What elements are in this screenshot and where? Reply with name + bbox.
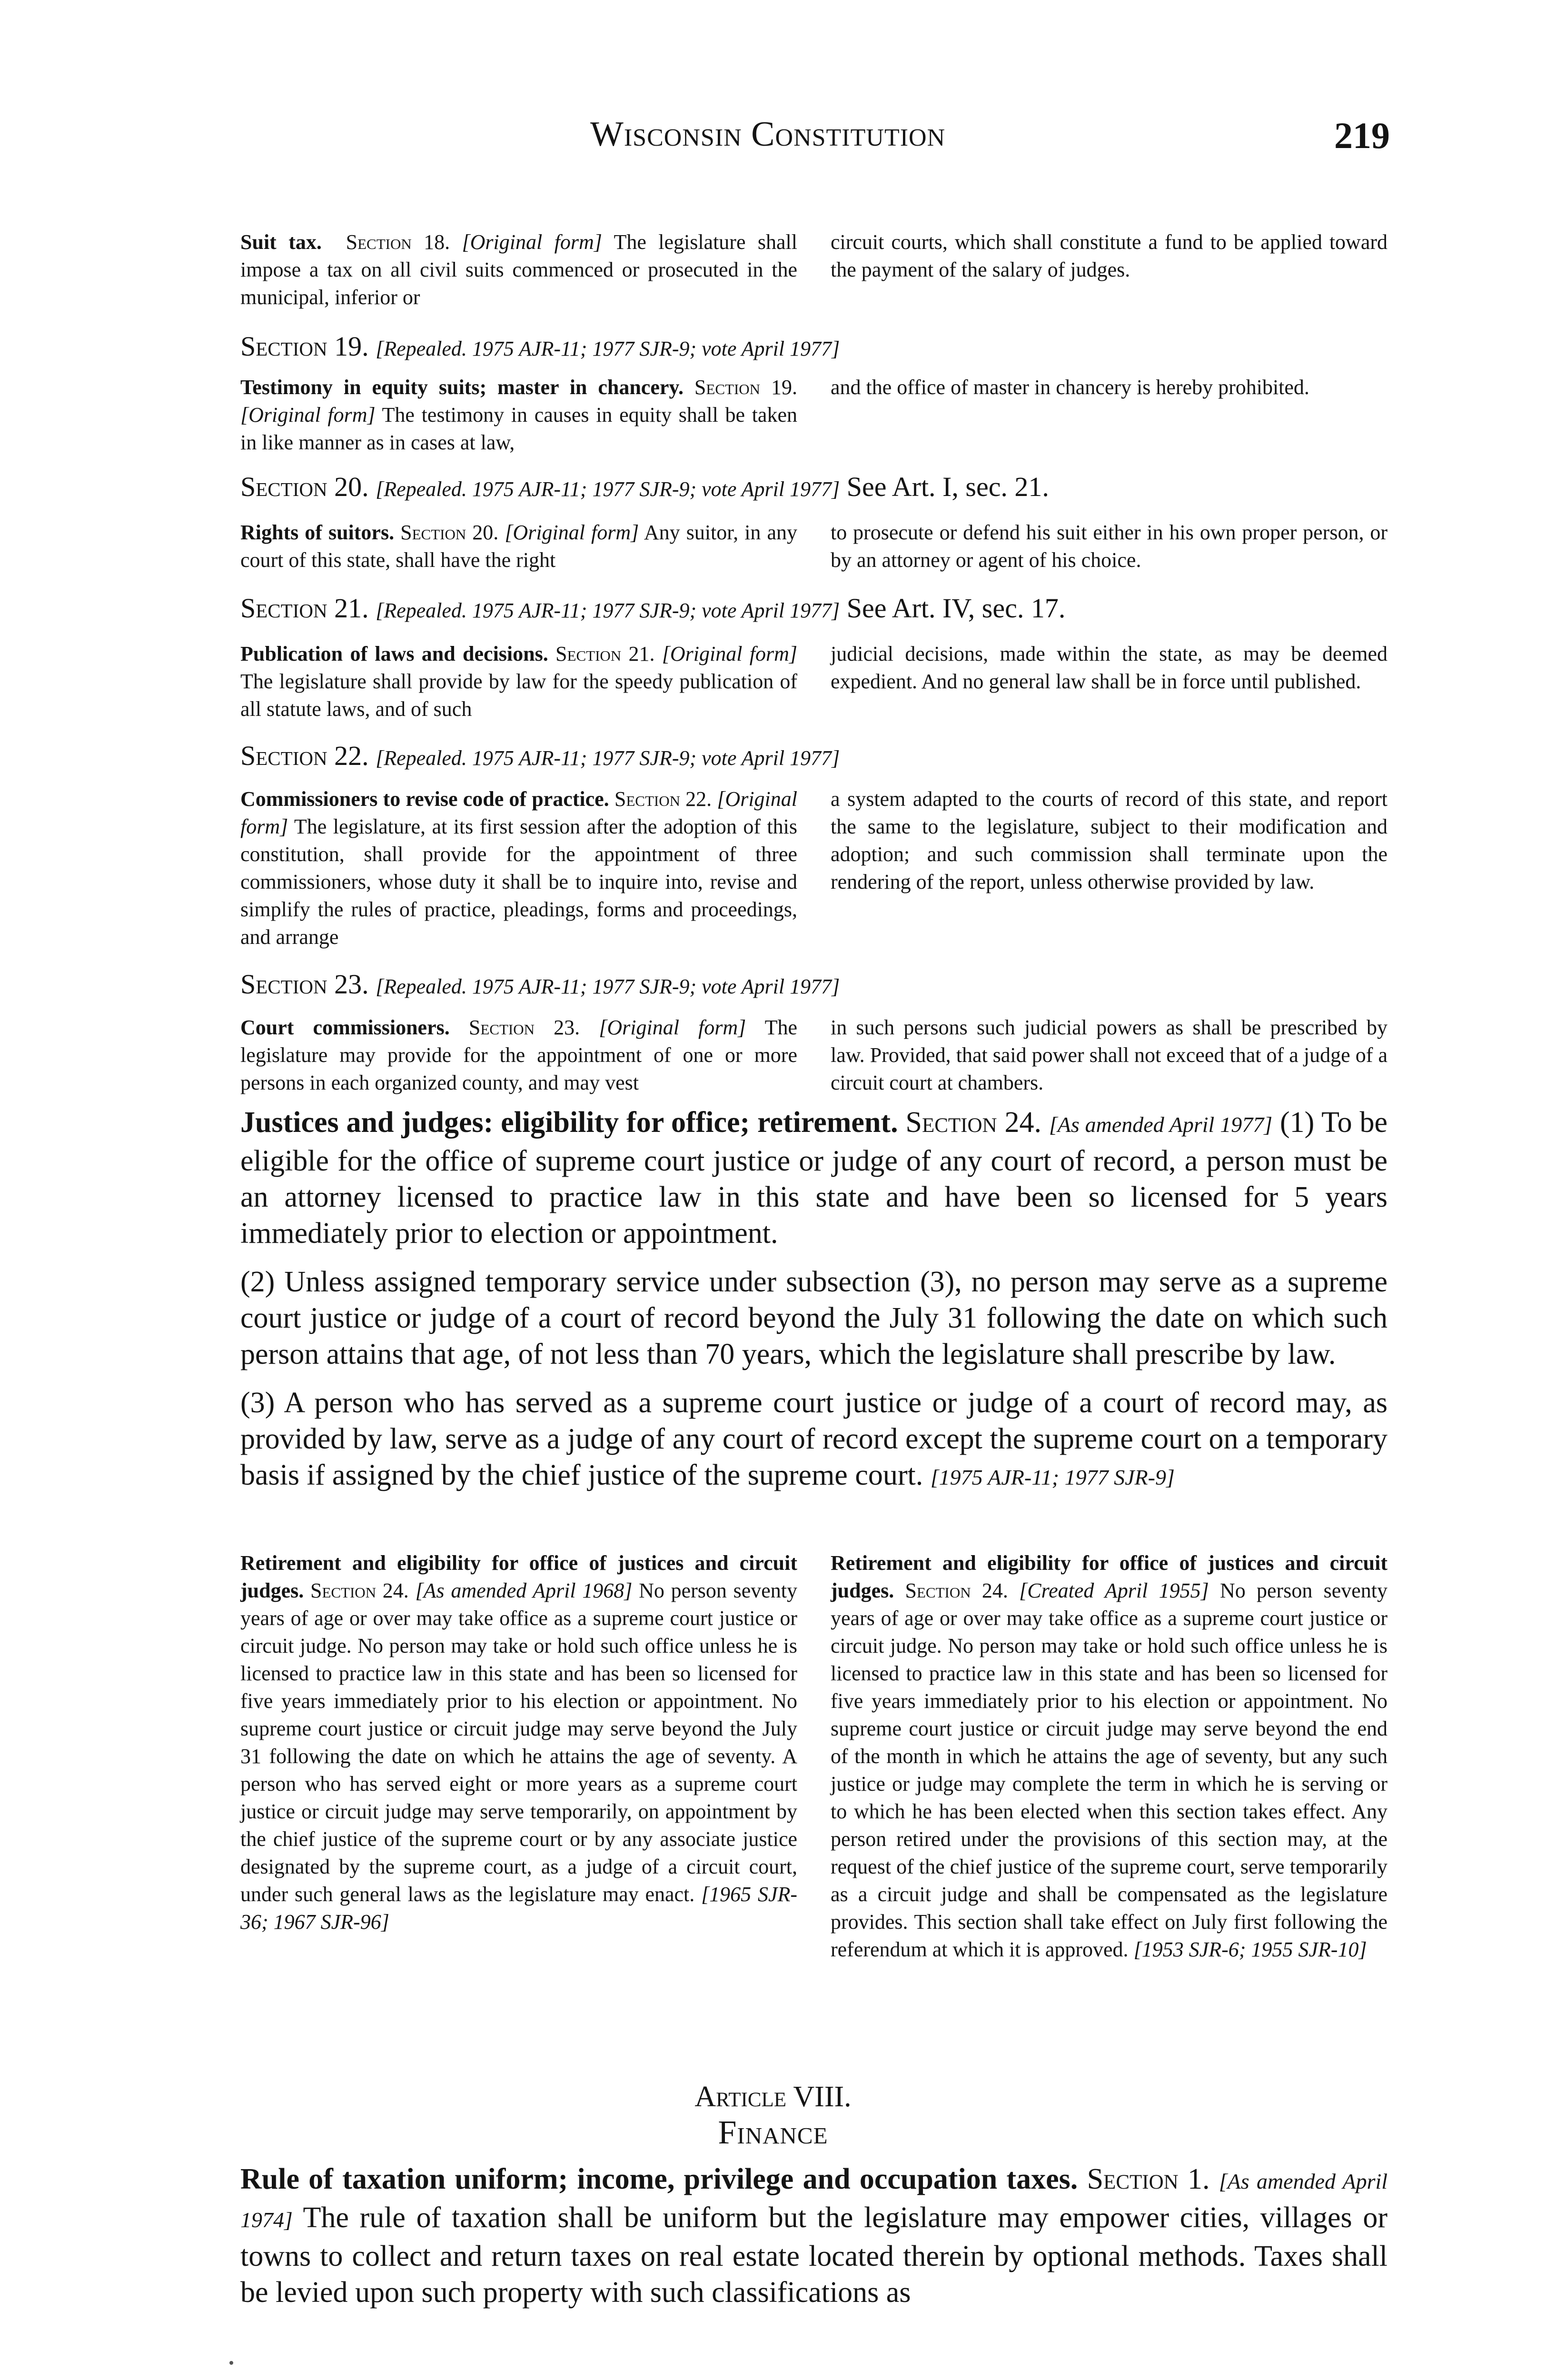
section-20-original: [240, 519, 1387, 574]
original-form-note: [Original form]: [599, 1016, 746, 1039]
section-label: Section 24.: [905, 1579, 1008, 1602]
section-21-col-2: [831, 640, 1387, 723]
section-24-paragraph-3: [240, 1385, 1387, 1496]
section-text: a system adapted to the courts of record of this state, and report the same to the legislature, subject to their modification and adoption; and such commission shall terminate upon the rendering of the report, unless otherwise provided by law.: [831, 787, 1387, 893]
section-text: judicial decisions, made within the state, as may be deemed expedient. And no general law shall be in force until published.: [831, 642, 1387, 693]
section-24-paragraph-2: (2) Unless assigned temporary service under subsection (3), no person may serve as a supreme court justice or judge of a court of record beyond the July 31 following the date on which such person attains that age, of not less than 70 years, which the legislature shall prescribe by law.: [240, 1266, 1387, 1370]
section-23-col-2: [831, 1014, 1387, 1097]
catchline: Justices and judges: eligibility for office; retirement.: [240, 1106, 898, 1139]
repeal-note: [Repealed. 1975 AJR-11; 1977 SJR-9; vote April 1977]: [376, 975, 840, 998]
section-text: to prosecute or defend his suit either in his own proper person, or by an attorney or agent of his choice.: [831, 521, 1387, 572]
catchline: Publication of laws and decisions.: [240, 642, 548, 665]
original-form-note: [Original form]: [462, 230, 602, 254]
amendment-note: [As amended April 1977]: [1049, 1112, 1273, 1137]
amendment-note: [As amended April 1968]: [415, 1579, 633, 1602]
scan-speck: [229, 2361, 233, 2365]
section-21-original: [240, 640, 1387, 723]
section-text: The legislature, at its first session after the adoption of this constitution, shall provide for the appointment of three commissioners, whose duty it shall be to inquire into, revise and simplify the rules of practice, pleadings, forms and proceedings, and arrange: [240, 815, 797, 949]
section-text: The legislature shall impose a tax on all civil suits commenced or prosecuted in the municipal, inferior or: [240, 230, 797, 309]
section-label: Section 19.: [694, 376, 797, 399]
section-label: Section 21.: [555, 642, 655, 665]
section-23-col-1: [240, 1014, 797, 1097]
original-form-note: [Original form]: [240, 787, 798, 838]
article-number: Article VIII.: [694, 2081, 852, 2113]
original-form-note: [Original form]: [662, 642, 798, 665]
article-heading: [0, 2080, 1546, 2152]
section-18-col-1: [240, 228, 797, 311]
section-text: circuit courts, which shall constitute a fund to be applied toward the payment of the salary of judges.: [831, 230, 1387, 281]
section-label: Section 24.: [310, 1579, 409, 1602]
repeal-note: [Repealed. 1975 AJR-11; 1977 SJR-9; vote April 1977]: [376, 599, 840, 622]
repeal-note: [Repealed. 1975 AJR-11; 1977 SJR-9; vote April 1977]: [376, 477, 840, 501]
section-text: in such persons such judicial powers as shall be prescribed by law. Provided, that said power shall not exceed that of a judge of a circuit court at chambers.: [831, 1016, 1387, 1094]
article-name: Finance: [718, 2114, 828, 2151]
section-label: Section 20.: [240, 471, 369, 502]
section-24-1968-version: [240, 1549, 797, 1964]
citation-note: [1975 AJR-11; 1977 SJR-9]: [930, 1465, 1175, 1489]
catchline: Court commissioners.: [240, 1016, 450, 1039]
section-22-heading: [240, 738, 1387, 776]
catchline: Testimony in equity suits; master in chancery.: [240, 376, 684, 399]
section-20-col-1: [240, 519, 797, 574]
catchline: Retirement and eligibility for office of justices and circuit judges.: [831, 1551, 1387, 1602]
article-8-section-1: [240, 2161, 1387, 2311]
running-title: Wisconsin Constitution: [590, 115, 946, 154]
section-label: Section 19.: [240, 331, 369, 362]
section-text: The legislature may provide for the appointment of one or more persons in each organized county, and may vest: [240, 1016, 798, 1094]
section-24-1955-version: [831, 1549, 1387, 1964]
section-text: (3) A person who has served as a supreme court justice or judge of a court of record may, as provided by law, serve as a judge of any court of record except the supreme court on a temporary basis if assigned by the chief justice of the supreme court.: [240, 1387, 1387, 1491]
original-form-note: [Original form]: [505, 521, 639, 544]
section-label: Section 23.: [468, 1016, 580, 1039]
section-23-heading: [240, 966, 1387, 1005]
section-text: The rule of taxation shall be uniform but the legislature may empower cities, villages or towns to collect and return taxes on real estate located therein by optional methods. Taxes shall be levied upon such property with such classifications as: [240, 2202, 1387, 2309]
citation-note: [1953 SJR-6; 1955 SJR-10]: [1133, 1938, 1367, 1961]
page-number: 219: [1334, 115, 1390, 156]
section-19-heading: [240, 328, 1387, 367]
section-text: and the office of master in chancery is hereby prohibited.: [831, 376, 1309, 399]
section-text: No person seventy years of age or over may take office as a supreme court justice or circuit judge. No person may take or hold such office unless he is licensed to practice law in this state and has been so licensed for five years immediately prior to his election or appointment. No supreme court justice or circuit judge may serve beyond the July 31 following the date on which he attains the age of seventy. A person who has served eight or more years as a supreme court justice or circuit judge may serve temporarily, on appointment by the chief justice of the supreme court or by any associate justice designated by the supreme court, as a judge of a circuit court, under such general laws as the legislature may enact.: [240, 1579, 798, 1906]
catchline: Rule of taxation uniform; income, privilege and occupation taxes.: [240, 2163, 1078, 2195]
section-text: No person seventy years of age or over may take office as a supreme court justice or circuit judge. No person may take or hold such office unless he is licensed to practice law in this state and has been so licensed for five years immediately prior to his election or appointment. No supreme court justice or circuit judge may serve beyond the end of the month in which he attains the age of seventy, but any such justice or judge may complete the term in which he is serving or to which he has been elected when this section takes effect. Any person retired under the provisions of this section may, at the request of the chief justice of the supreme court, serve temporarily as a circuit judge and shall be compensated as the legislature provides. This section shall take effect on July first following the referendum at which it is approved.: [831, 1579, 1387, 1961]
creation-note: [Created April 1955]: [1019, 1579, 1209, 1602]
section-18-original: [240, 228, 1387, 311]
section-21-heading: [240, 590, 1387, 629]
cross-reference: See Art. I, sec. 21.: [846, 471, 1049, 502]
section-20-heading: [240, 469, 1387, 507]
catchline: Rights of suitors.: [240, 521, 395, 544]
section-label: Section 1.: [1087, 2163, 1210, 2195]
section-label: Section 18.: [346, 230, 450, 254]
section-label: Section 22.: [240, 740, 369, 771]
section-24-current: [240, 1104, 1387, 1496]
section-text: (1) To be eligible for the office of supreme court justice or judge of any court of record, a person must be an attorney licensed to practice law in this state and have been so licensed for 5 years immediately prior to election or appointment.: [240, 1106, 1388, 1250]
section-20-col-2: [831, 519, 1387, 574]
section-label: Section 21.: [240, 593, 369, 624]
section-24-paragraph-1: [240, 1104, 1387, 1251]
section-19-original: [240, 374, 1387, 456]
section-label: Section 24.: [905, 1106, 1041, 1139]
section-19-col-2: [831, 374, 1387, 456]
section-22-col-2: [831, 785, 1387, 951]
section-18-col-2: [831, 228, 1387, 311]
section-text: The testimony in causes in equity shall be taken in like manner as in cases at law,: [240, 403, 797, 454]
catchline: Suit tax.: [240, 230, 322, 254]
section-19-col-1: [240, 374, 797, 456]
section-24-prior-versions: [240, 1549, 1387, 1964]
section-label: Section 20.: [400, 521, 499, 544]
section-23-original: [240, 1014, 1387, 1097]
catchline: Commissioners to revise code of practice.: [240, 787, 609, 811]
page-header: [238, 114, 1390, 167]
repeal-note: [Repealed. 1975 AJR-11; 1977 SJR-9; vote April 1977]: [376, 746, 840, 770]
section-21-col-1: [240, 640, 797, 723]
citation-note: [1965 SJR-36; 1967 SJR-96]: [240, 1883, 798, 1934]
catchline: Retirement and eligibility for office of justices and circuit judges.: [240, 1551, 797, 1602]
section-text: Any suitor, in any court of this state, shall have the right: [240, 521, 797, 572]
section-22-original: [240, 785, 1387, 951]
section-label: Section 22.: [614, 787, 712, 811]
section-22-col-1: [240, 785, 797, 951]
original-form-note: [Original form]: [240, 403, 376, 426]
section-text: The legislature shall provide by law for the speedy publication of all statute laws, and of such: [240, 670, 797, 721]
repeal-note: [Repealed. 1975 AJR-11; 1977 SJR-9; vote April 1977]: [376, 337, 840, 360]
cross-reference: See Art. IV, sec. 17.: [846, 593, 1066, 624]
amendment-note: [As amended April 1974]: [240, 2169, 1388, 2232]
section-label: Section 23.: [240, 969, 369, 1000]
